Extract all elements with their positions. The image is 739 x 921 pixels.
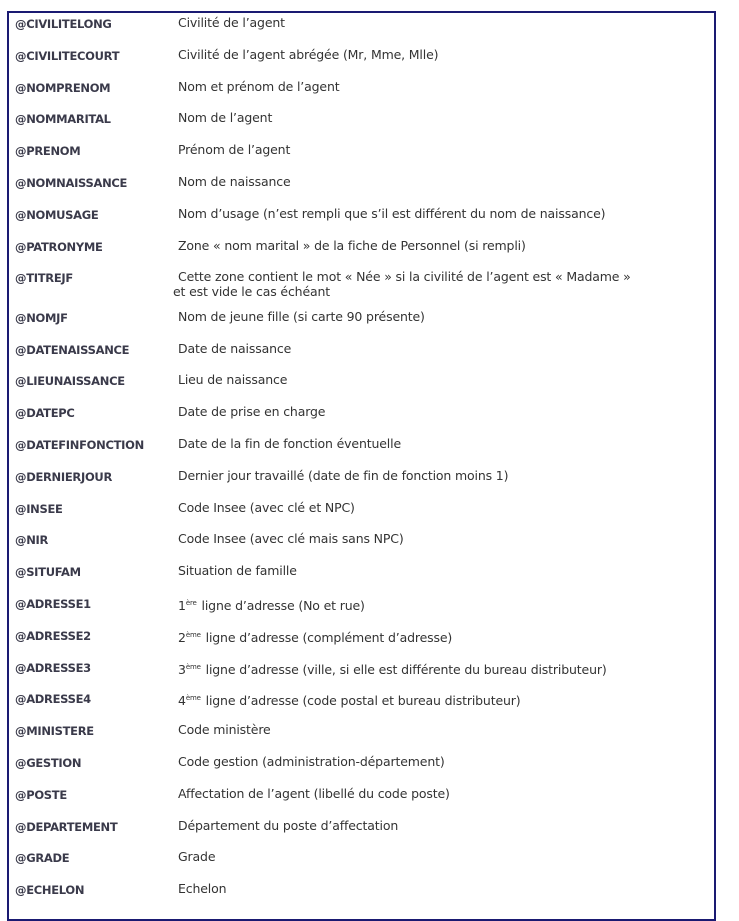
variable-code: @PATRONYME	[15, 239, 103, 254]
variable-description: Code ministère	[178, 722, 271, 738]
variable-code: @NOMPRENOM	[15, 80, 111, 95]
table-row	[15, 173, 715, 205]
variable-description: Civilité de l’agent	[178, 15, 285, 30]
variable-description: Zone « nom marital » de la fiche de Personnel (si rempli)	[178, 237, 526, 253]
variable-description: Nom et prénom de l’agent	[178, 78, 340, 94]
ordinal-suffix: ème	[185, 694, 201, 703]
description-text: ligne d’adresse (complément d’adresse)	[205, 629, 453, 645]
variables-table	[15, 14, 715, 912]
ordinal-suffix: ème	[185, 630, 201, 639]
table-row	[15, 785, 715, 817]
ordinal-number: 4	[178, 693, 186, 709]
variable-code: @ECHELON	[15, 883, 85, 898]
variable-code: @MINISTERE	[15, 724, 94, 739]
ordinal-suffix: ème	[185, 662, 201, 671]
variable-code: @NOMNAISSANCE	[15, 175, 128, 190]
variable-code: @GRADE	[15, 851, 70, 866]
table-row	[15, 403, 715, 435]
table-row	[15, 46, 715, 78]
variable-description: Date de prise en charge	[178, 404, 326, 420]
variable-code: @NOMUSAGE	[15, 207, 99, 222]
table-row	[15, 817, 715, 849]
variable-description: Code Insee (avec clé et NPC)	[178, 499, 355, 515]
table-row	[15, 467, 715, 499]
table-row	[15, 530, 715, 562]
table-row	[15, 562, 715, 594]
variable-code: @NIR	[15, 533, 49, 548]
table-row	[15, 371, 715, 403]
table-row	[15, 109, 715, 141]
ordinal-number: 2	[178, 629, 186, 645]
variable-description: Date de naissance	[178, 340, 292, 356]
table-row	[15, 340, 715, 372]
variable-code: @ADRESSE4	[15, 692, 91, 707]
description-text: ligne d’adresse (No et rue)	[201, 598, 365, 614]
table-row	[15, 689, 715, 721]
variable-description: Département du poste d’affectation	[178, 817, 399, 833]
variable-code: @SITUFAM	[15, 565, 81, 580]
variable-description	[178, 691, 698, 709]
table-row	[15, 594, 715, 626]
variable-code: @DATENAISSANCE	[15, 342, 130, 357]
description-line-2: et est vide le cas échéant	[173, 283, 331, 299]
variable-code: @DATEPC	[15, 406, 75, 421]
variable-code: @DATEFINFONCTION	[15, 438, 144, 453]
table-row	[15, 237, 715, 269]
variable-code: @ADRESSE2	[15, 628, 91, 643]
variable-code: @NOMJF	[15, 310, 68, 325]
variable-description: Nom d’usage (n’est rempli que s’il est différent du nom de naissance)	[178, 205, 606, 221]
table-row	[15, 141, 715, 173]
table-row	[15, 205, 715, 237]
variable-description	[173, 269, 698, 299]
variable-description: Nom de jeune fille (si carte 90 présente)	[178, 308, 425, 324]
table-row	[15, 626, 715, 658]
variable-description	[178, 628, 698, 646]
variable-description: Situation de famille	[178, 563, 297, 579]
variable-description: Date de la fin de fonction éventuelle	[178, 436, 401, 452]
table-row	[15, 753, 715, 785]
table-row	[15, 658, 715, 690]
table-row	[15, 78, 715, 110]
variable-code: @CIVILITECOURT	[15, 48, 120, 63]
variable-code: @CIVILITELONG	[15, 17, 112, 31]
variable-description: Lieu de naissance	[178, 372, 288, 388]
variable-description: Code Insee (avec clé mais sans NPC)	[178, 531, 404, 547]
variable-description	[178, 596, 698, 614]
variable-description: Grade	[178, 849, 216, 865]
variable-description: Prénom de l’agent	[178, 142, 291, 158]
variable-description: Nom de l’agent	[178, 110, 273, 126]
table-row	[15, 435, 715, 467]
variable-description	[178, 660, 698, 678]
ordinal-suffix: ère	[185, 599, 197, 608]
table-row	[15, 880, 715, 912]
variable-code: @DERNIERJOUR	[15, 469, 113, 484]
variable-code: @TITREJF	[15, 271, 73, 286]
description-text: ligne d’adresse (ville, si elle est différente du bureau distributeur)	[205, 661, 607, 677]
variable-code: @PRENOM	[15, 144, 81, 159]
variable-description: Civilité de l’agent abrégée (Mr, Mme, Mlle)	[178, 46, 439, 62]
table-row	[15, 14, 715, 46]
variable-description: Code gestion (administration-département)	[178, 754, 445, 770]
table-row	[15, 721, 715, 753]
variable-code: @DEPARTEMENT	[15, 819, 118, 834]
variable-description: Affectation de l’agent (libellé du code poste)	[178, 785, 450, 801]
table-row	[15, 308, 715, 340]
variable-code: @NOMMARITAL	[15, 112, 111, 127]
variable-code: @POSTE	[15, 787, 67, 802]
variable-description: Dernier jour travaillé (date de fin de fonction moins 1)	[178, 467, 509, 483]
variable-code: @GESTION	[15, 756, 82, 771]
ordinal-number: 1	[178, 598, 186, 614]
description-text: ligne d’adresse (code postal et bureau distributeur)	[205, 693, 521, 709]
variable-description: Echelon	[178, 881, 227, 897]
table-row	[15, 499, 715, 531]
variable-code: @ADRESSE1	[15, 597, 91, 612]
variable-code: @ADRESSE3	[15, 660, 91, 675]
table-row	[15, 268, 715, 308]
description-line-1: Cette zone contient le mot « Née » si la civilité de l’agent est « Madame »	[178, 269, 631, 285]
variable-description: Nom de naissance	[178, 173, 291, 189]
variable-code: @LIEUNAISSANCE	[15, 374, 125, 389]
variable-code: @INSEE	[15, 501, 63, 516]
table-row	[15, 848, 715, 880]
ordinal-number: 3	[178, 661, 186, 677]
